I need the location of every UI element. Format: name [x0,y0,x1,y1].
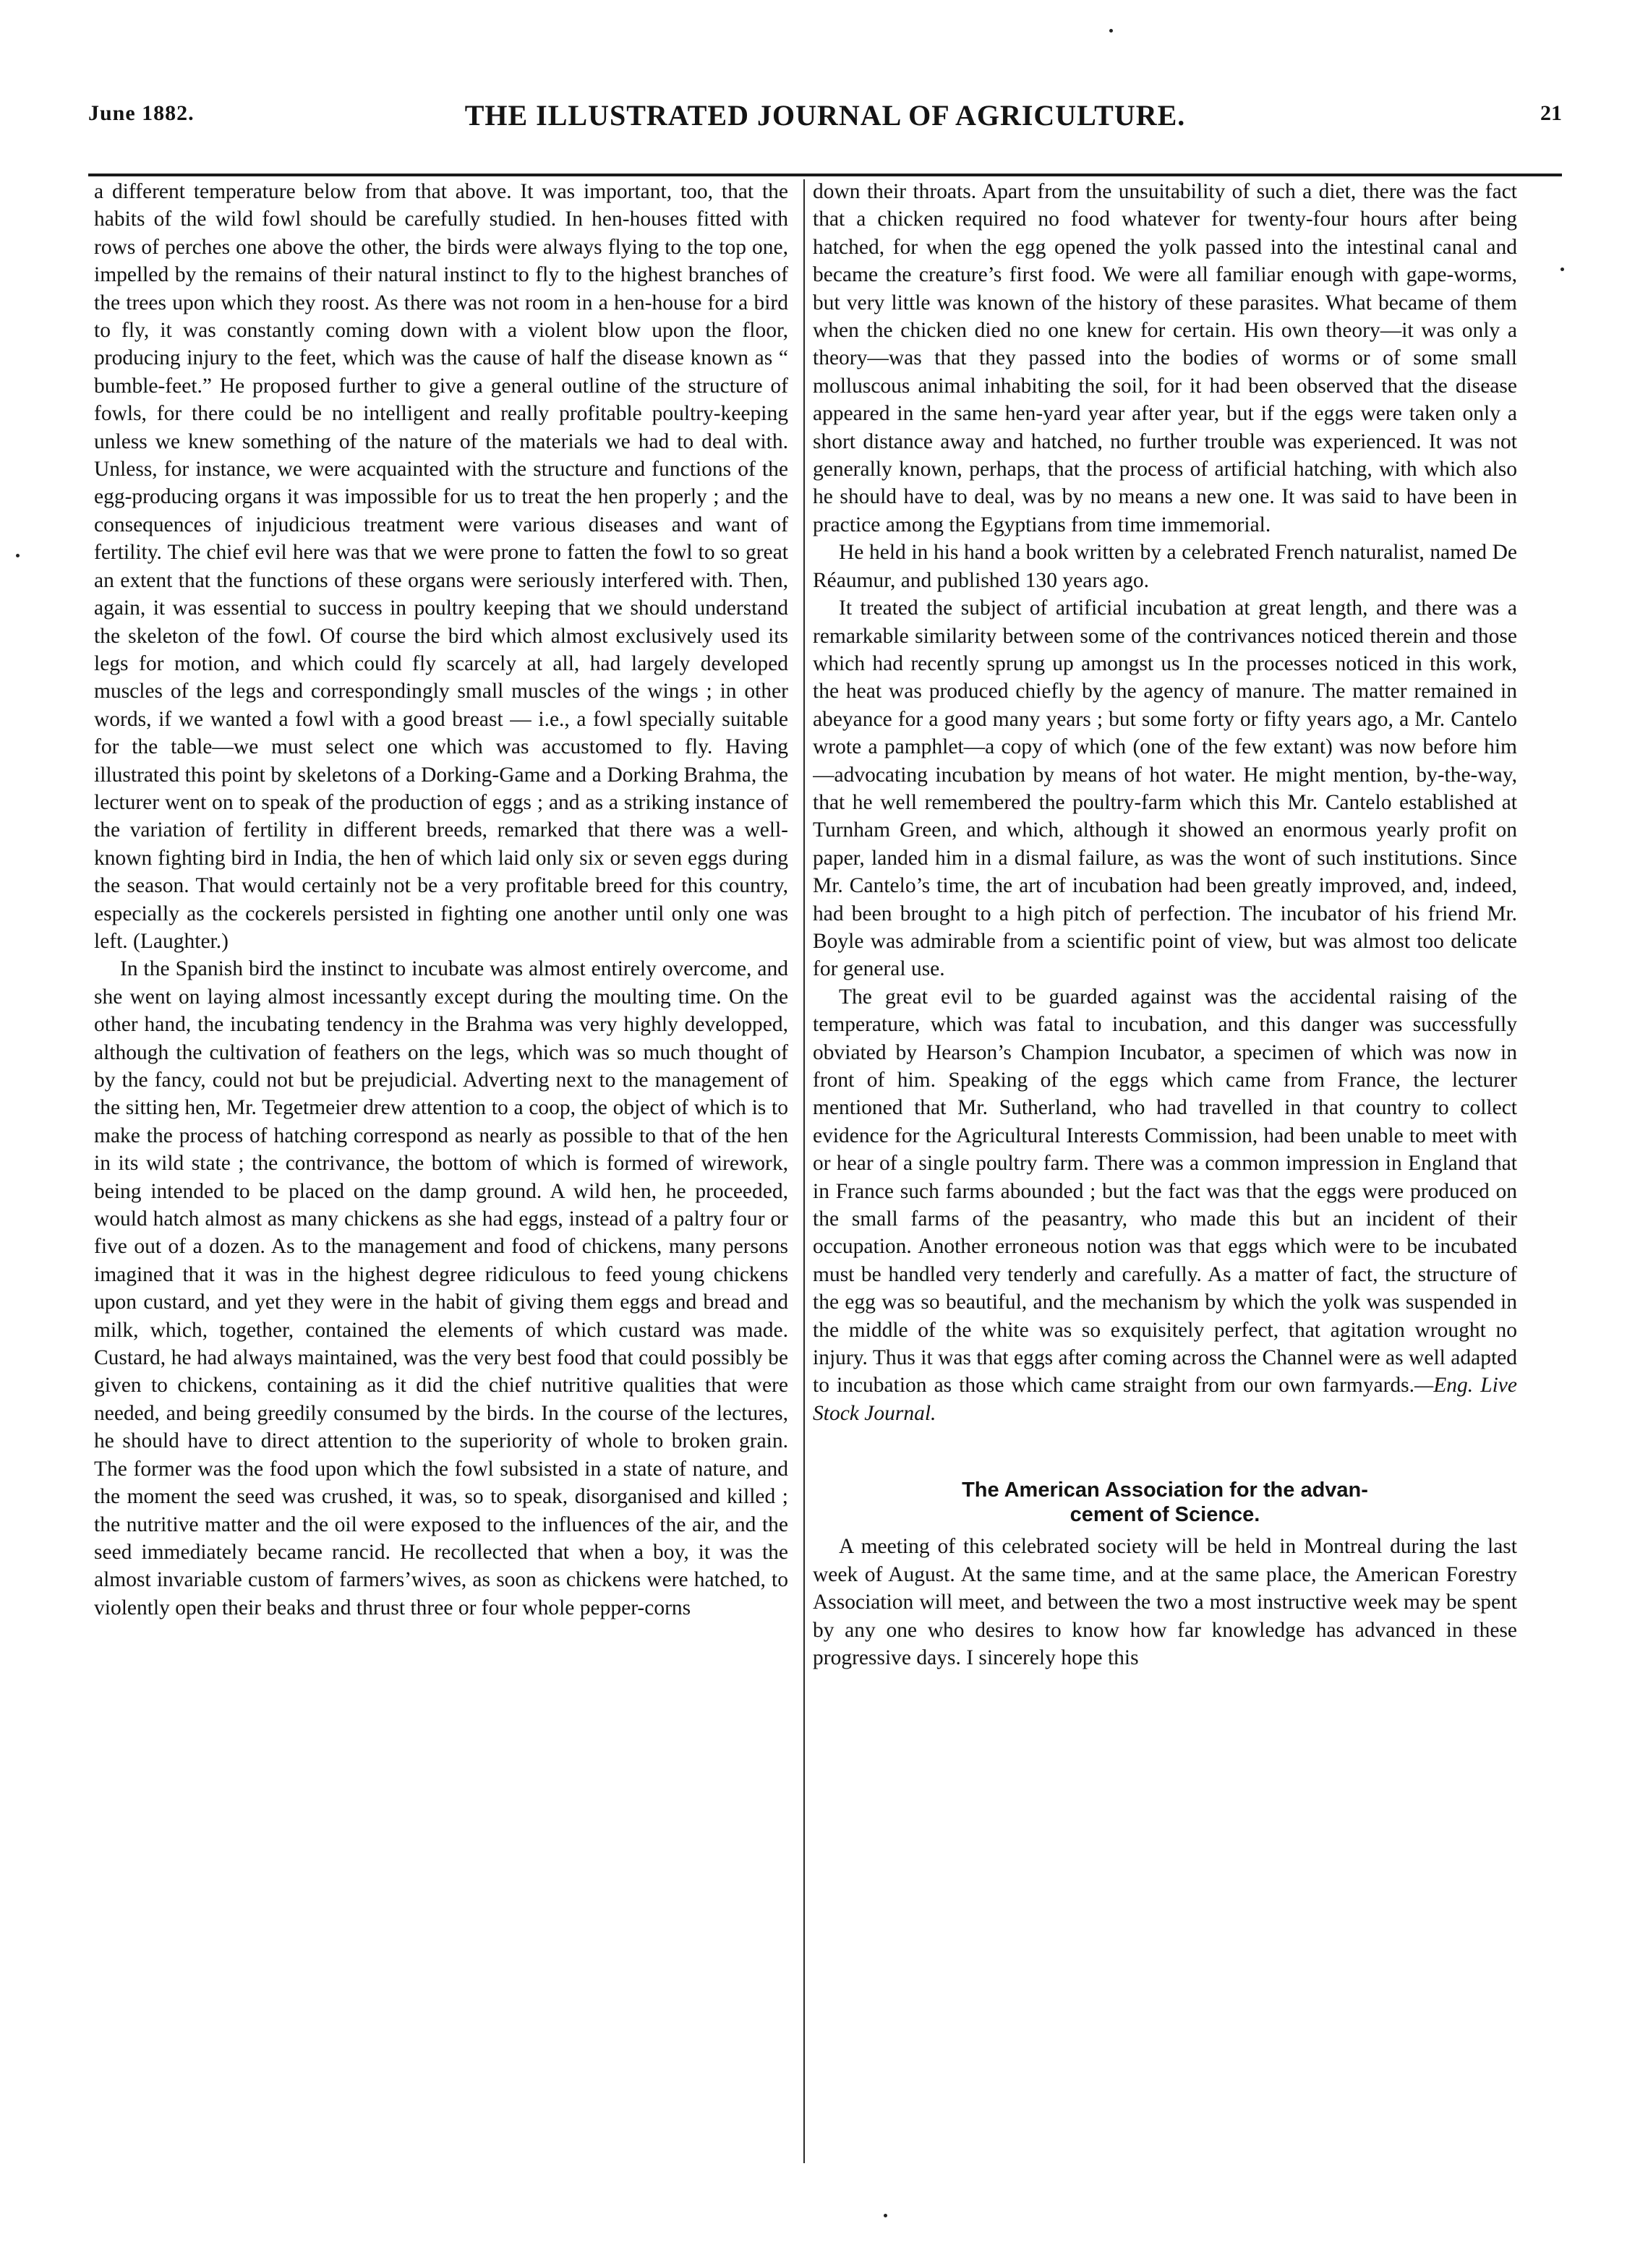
paragraph: a different temperature below from that above. It was important, too, that the habits of the wild fowl should be carefully studied. In hen-houses fitted with rows of perches one above the other, the birds were always flying to the top one, impelled by the remains of their natural instinct to fly to the highest branches of the trees upon which they roost. As there was not room in a hen-house for a bird to fly, it was constantly coming down with a violent blow upon the floor, producing injury to the feet, which was the cause of half the disease known as “ bumble-feet.” He proposed further to give a general outline of the structure of fowls, for there could be no intelligent and really profitable poultry-keeping unless we knew something of the nature of the materials we had to deal with. Unless, for instance, we were acquainted with the structure and functions of the egg-producing organs it was impossible for us to treat the hen properly ; and the consequences of injudicious treatment were various diseases and want of fertility. The chief evil here was that we were prone to fatten the fowl to so great an extent that the functions of these organs were seriously interfered with. Then, again, it was essential to success in poultry keeping that we should understand the skeleton of the fowl. Of course the bird which almost exclusively used its legs for motion, and which could fly scarcely at all, had largely developed muscles of the legs and correspondingly small muscles of the wings ; in other words, if we wanted a fowl with a good breast — i.e., a fowl specially suitable for the table—we must select one which was accustomed to fly. Having illustrated this point by skeletons of a Dorking-Game and a Dorking Brahma, the lecturer went on to speak of the production of eggs ; and as a striking instance of the variation of fertility in different breeds, remarked that there was a well-known fighting bird in India, the hen of which laid only six or seven eggs during the season. That would certainly not be a very profitable breed for this country, especially as the cockerels persisted in fighting one another until only one was left. (Laughter.) [94,180,788,953]
journal-title: THE ILLUSTRATED JOURNAL OF AGRICULTURE. [464,99,1186,132]
article-body: A meeting of this celebrated society will be held in Montreal during the last week of August. At the same time, and at the same place, the American Forestry Association will meet, and between the two a most instructive week may be spent by any one who desires to know how far knowledge has advanced in these progressive days. I sincerely hope this [813,1535,1517,1669]
source-credit: —Eng. Live Stock Journal. [813,1374,1517,1425]
paragraph: In the Spanish bird the instinct to incubate was almost entirely overcome, and she went on laying almost incessantly except during the moulting time. On the other hand, the incubating tendency in the Brahma was very highly developped, although the cultivation of feathers on the legs, which was so much thought of by the fancy, could not but be prejudicial. Adverting next to the management of the sitting hen, Mr. Tegetmeier drew attention to a coop, the object of which is to make the process of hatching correspond as nearly as possible to that of the hen in its wild state ; the contrivance, the bottom of which is formed of wirework, being intended to be placed on the damp ground. A wild hen, he proceeded, would hatch almost as many chickens as she had eggs, instead of a paltry four or five out of a dozen. As to the management and food of chickens, many persons imagined that it was in the highest degree ridiculous to feed young chickens upon custard, and yet they were in the habit of giving them eggs and bread and milk, which, together, contained the elements of which custard was made. Custard, he had always maintained, was the very best food that could possibly be given to chickens, containing as it did the chief nutritive qualities that were needed, and being greedily consumed by the birds. In the course of the lectures, he should have to direct attention to the superiority of whole to broken grain. The former was the food upon which the fowl subsisted in a state of nature, and the moment the seed was crushed, it was, so to speak, disorganised and killed ; the nutritive matter and the oil were exposed to the influences of the air, and the seed immediately became rancid. He recollected that when a boy, it was the almost invariable custom of farmers’wives, as soon as chickens were hatched, to violently open their beaks and thrust three or four whole pepper-corns [94,957,788,1619]
header-rule [88,174,1562,176]
page-number: 21 [1540,101,1562,125]
column-divider [803,179,805,2163]
print-speck [884,2214,887,2217]
paragraph: It treated the subject of artificial incubation at great length, and there was a remarkable similarity between some of the contrivances noticed therein and those which had recently sprung up amongst us In the processes noticed in this work, the heat was produced chiefly by the agency of manure. The matter remained in abeyance for a good many years ; but some forty or fifty years ago, a Mr. Cantelo wrote a pamphlet—a copy of which (one of the few extant) was now before him—advocating incubation by means of hot water. He might mention, by-the-way, that he well remembered the poultry-farm which this Mr. Cantelo established at Turnham Green, and which, although it showed an enormous yearly profit on paper, landed him in a dismal failure, as was the wont of such institutions. Since Mr. Cantelo’s time, the art of incubation had been greatly improved, and, indeed, had been brought to a high pitch of perfection. The incubator of his friend Mr. Boyle was admirable from a scientific point of view, but was almost too delicate for general use. [813,596,1517,981]
issue-date: June 1882. [88,101,195,125]
paragraph-text: The great evil to be guarded against was the accidental raising of the temperature, which was fatal to incubation, and this danger was successfully obviated by Hearson’s Champion Incubator, a specimen of which was now in front of him. Speaking of the eggs which came from France, the lecturer mentioned that Mr. Sutherland, who had travelled in that country to collect evidence for the Agricultural Interests Commission, had been unable to meet with or hear of a single poultry farm. There was a common impression in England that in France such farms abounded ; but the fact was that the eggs were produced on the small farms of the peasantry, who made this but an incident of their occupation. Another erroneous notion was that eggs which were to be incubated must be handled very tenderly and carefully. As a matter of fact, the structure of the egg was so beautiful, and the mechanism by which the yolk was suspended in the middle of the white was so exquisitely perfect, that agitation wrought no injury. Thus it was that eggs after coming across the Channel were as well adapted to incubation as those which came straight from our own farmyards. [813,985,1517,1398]
article-title-line: The American Association for the advan- [962,1479,1368,1502]
print-speck [1561,268,1564,271]
paragraph: He held in his hand a book written by a celebrated French naturalist, named De Réaumur, and published 130 years ago. [813,541,1517,592]
paragraph-with-source [813,983,1517,1428]
article-title-line: cement of Science. [1070,1503,1260,1527]
left-column [94,178,788,2166]
article-separator [813,1427,1517,1478]
page-header [88,101,1562,145]
paragraph: down their throats. Apart from the unsuitability of such a diet, there was the fact that a chicken required no food whatever for twenty-four hours after being hatched, for when the egg opened the yolk passed into the intestinal canal and became the creature’s first food. We were all familiar enough with gape-worms, but very little was known of the history of these parasites. What became of them when the chicken died no one knew for certain. His own theory—it was only a theory—was that they passed into the bodies of worms or of some small molluscous animal inhabiting the soil, for it had been observed that the disease appeared in the same hen-yard year after year, but if the eggs were taken only a short distance away and hatched, no further trouble was experienced. It was not generally known, perhaps, that the process of artificial hatching, with which also he should have to deal, was by no means a new one. It was said to have been in practice among the Egyptians from time immemorial. [813,180,1517,536]
article-title [813,1478,1517,1527]
print-speck [16,554,20,557]
print-speck [1109,29,1113,33]
right-column [813,178,1517,2166]
